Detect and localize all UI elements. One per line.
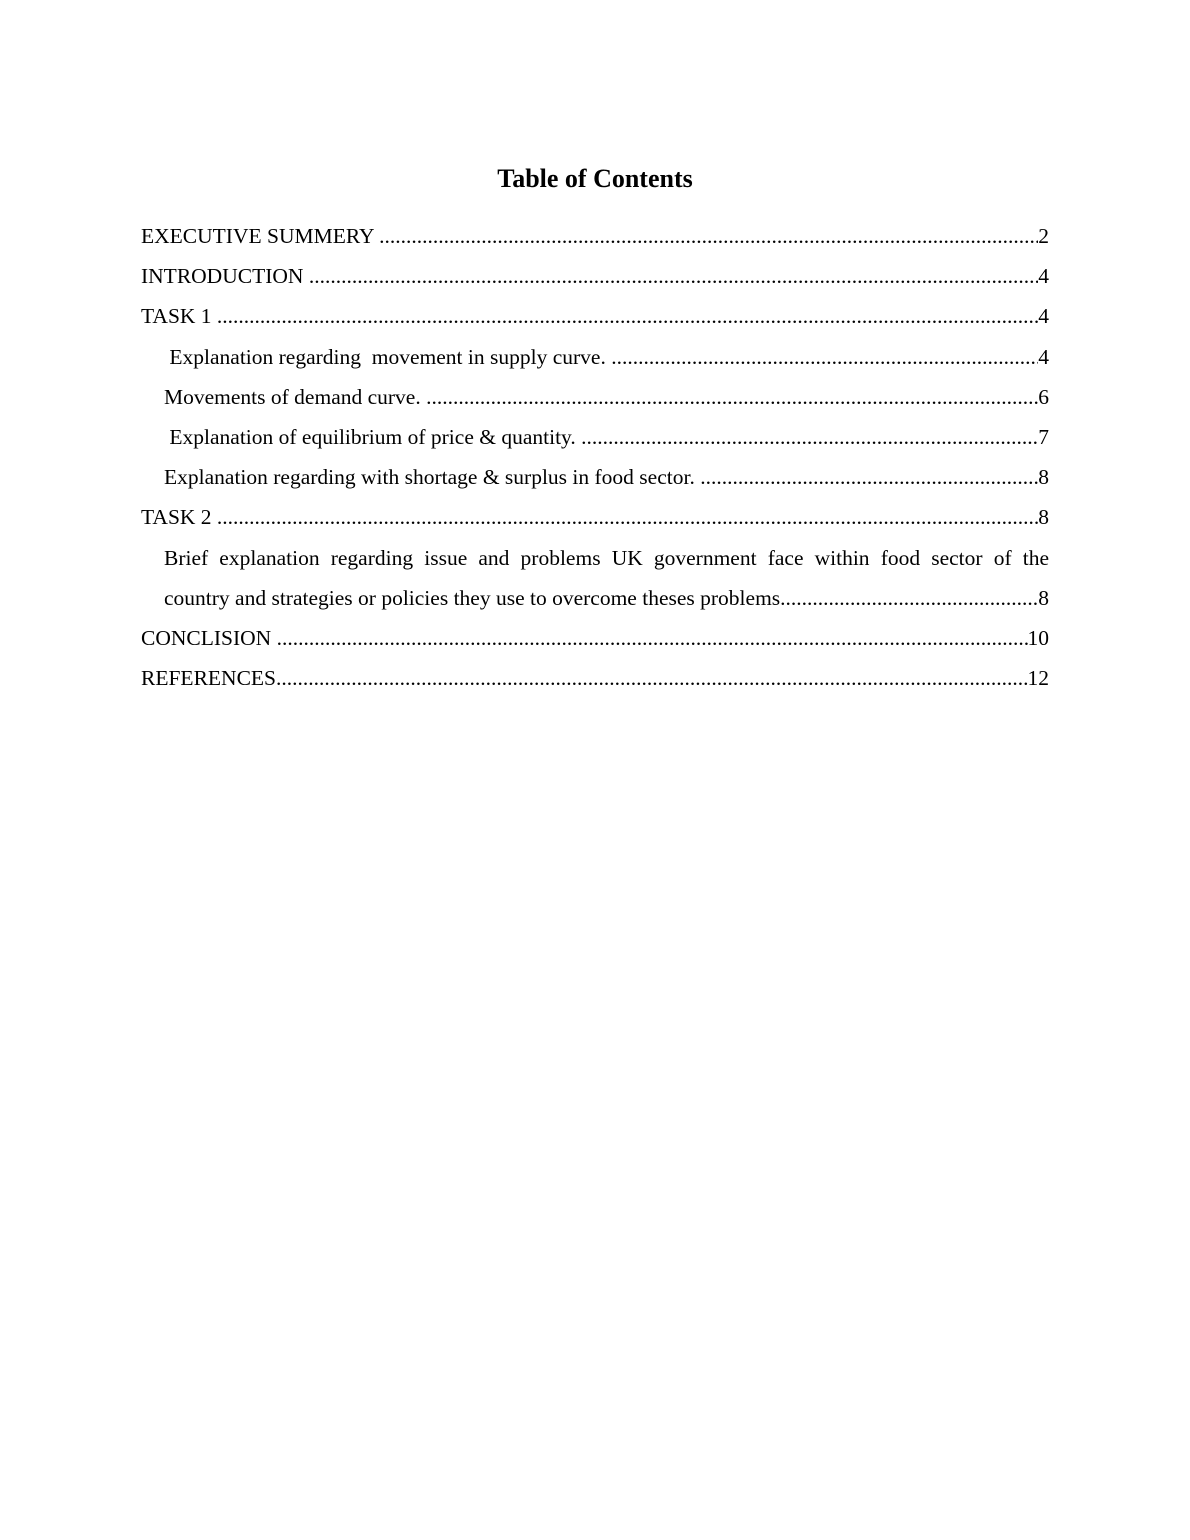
toc-entry-task-2[interactable] (141, 497, 1049, 537)
toc-entry-label: Explanation of equilibrium of price & quantity. (164, 424, 582, 449)
toc-leader-dots (700, 457, 1038, 497)
toc-entry-shortage-surplus[interactable] (141, 457, 1049, 497)
toc-entry-page-number: 2 (1038, 224, 1049, 248)
toc-entry-demand-curve[interactable] (141, 377, 1049, 417)
toc-entry-uk-government-food-sector[interactable] (141, 538, 1049, 618)
toc-entry-page-number: 8 (1038, 465, 1049, 490)
toc-entry-label: REFERENCES (141, 666, 276, 691)
toc-entry-conclision[interactable] (141, 618, 1049, 658)
toc-entry-page-number: 4 (1038, 264, 1049, 289)
toc-entry-page-number: 4 (1038, 304, 1049, 329)
toc-entry-label-line-1: Brief explanation regarding issue and problems UK government face within food sector of the (164, 545, 1049, 570)
toc-entry-references[interactable] (141, 658, 1049, 698)
toc-entry-label: EXECUTIVE SUMMERY (141, 224, 380, 248)
toc-entry-label-line-2: country and strategies or policies they use to overcome theses problems. (164, 585, 786, 610)
toc-entry-introduction[interactable] (141, 256, 1049, 296)
toc-leader-dots (786, 578, 1039, 618)
toc-leader-dots (611, 337, 1038, 377)
toc-entry-line-2 (164, 578, 1049, 618)
toc-entry-task-1[interactable] (141, 296, 1049, 336)
toc-entry-equilibrium[interactable] (141, 417, 1049, 457)
toc-entry-label: TASK 2 (141, 505, 217, 530)
toc-entry-label: INTRODUCTION (141, 264, 309, 289)
toc-entry-label: CONCLISION (141, 625, 277, 650)
toc-leader-dots (309, 256, 1038, 296)
toc-leader-dots (581, 417, 1038, 457)
toc-leader-dots (217, 296, 1038, 336)
toc-entry-page-number: 7 (1038, 424, 1049, 449)
toc-entry-label: TASK 1 (141, 304, 217, 329)
toc-entry-page-number: 4 (1038, 344, 1049, 369)
toc-entry-label: Explanation regarding movement in supply curve. (164, 344, 612, 369)
toc-entry-page-number: 10 (1027, 625, 1049, 650)
toc-leader-dots (277, 618, 1028, 658)
toc-leader-dots (276, 658, 1028, 698)
toc-entry-page-number: 12 (1027, 666, 1049, 691)
toc-title: Table of Contents (497, 164, 693, 193)
toc-entry-executive-summery[interactable] (141, 216, 1049, 256)
toc-leader-dots (426, 377, 1038, 417)
toc-entry-label: Explanation regarding with shortage & surplus in food sector. (164, 465, 701, 490)
toc-entry-supply-curve[interactable] (141, 337, 1049, 377)
toc-leader-dots (379, 216, 1038, 256)
toc-entry-page-number: 8 (1038, 505, 1049, 530)
toc-entry-page-number: 8 (1038, 585, 1049, 610)
toc-entry-page-number: 6 (1038, 384, 1049, 409)
toc-leader-dots (217, 497, 1038, 537)
toc-list (141, 216, 1049, 698)
toc-entry-label: Movements of demand curve. (164, 384, 427, 409)
